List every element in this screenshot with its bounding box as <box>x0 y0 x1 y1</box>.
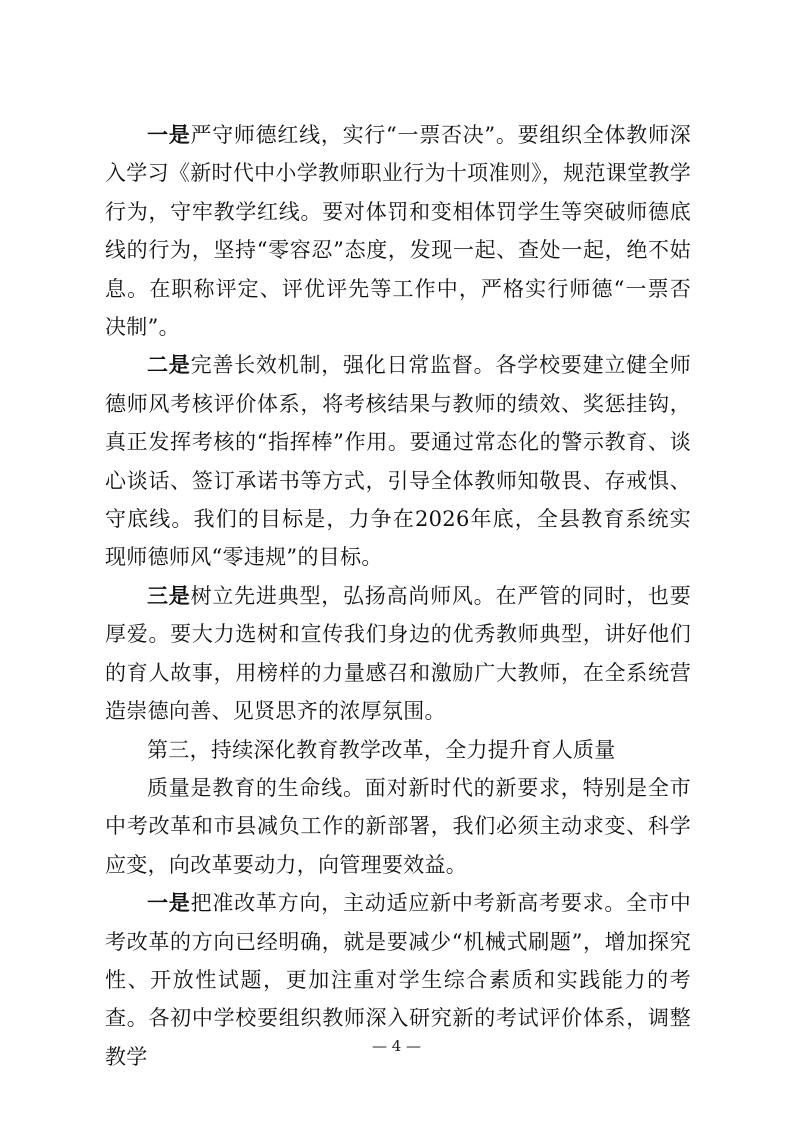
paragraph-text: 严守师德红线，实行“一票否决”。要组织全体教师深入学习《新时代中小学教师职业行为十项准则》，规范课堂教学行为，守牢教学红线。要对体罚和变相体罚学生等突破师德底线的行为，坚持“零容忍”态度，发现一起、查处一起，绝不姑息。在职称评定、评优评先等工作中，严格实行师德“一票否决制”。 <box>105 123 691 340</box>
paragraph-quality-lifeline <box>105 769 691 884</box>
paragraph-text: 把准改革方向，主动适应新中考新高考要求。全市中考改革的方向已经明确，就是要减少“机械式刷题”，增加探究性、开放性试题，更加注重对学生综合素质和实践能力的考查。各初中学校要组织教师深入研究新的考试评价体系，调整教学 <box>105 891 691 1069</box>
section-heading-third <box>105 731 691 769</box>
paragraph-lead: 一是 <box>147 122 191 147</box>
paragraph-advanced-models <box>105 577 691 731</box>
paragraph-text: 完善长效机制，强化日常监督。各学校要建立健全师德师风考核评价体系，将考核结果与教师的绩效、奖惩挂钩，真正发挥考核的“指挥棒”作用。要通过常态化的警示教育、谈心谈话、签订承诺书等方式，引导全体教师知敬畏、存戒惧、守底线。我们的目标是，力争在2026年底，全县教育系统实现师德师风“零违规”的目标。 <box>105 353 691 570</box>
paragraph-lead: 二是 <box>147 352 191 378</box>
page-number: — 4 — <box>371 1037 422 1055</box>
paragraph-text: 质量是教育的生命线。面对新时代的新要求，特别是全市中考改革和市县减负工作的新部署，我们必须主动求变、科学应变，向改革要动力，向管理要效益。 <box>105 775 691 877</box>
paragraph-strict-ethics <box>105 116 691 346</box>
paragraph-lead: 一是 <box>147 890 191 916</box>
heading-text: 第三，持续深化教育教学改革，全力提升育人质量 <box>147 737 616 762</box>
paragraph-text: 树立先进典型，弘扬高尚师风。在严管的同时，也要厚爱。要大力选树和宣传我们身边的优秀教师典型，讲好他们的育人故事，用榜样的力量感召和激励广大教师，在全系统营造崇德向善、见贤思齐的浓厚氛围。 <box>105 583 691 724</box>
paragraph-lead: 三是 <box>147 582 191 608</box>
document-body <box>105 116 691 1076</box>
paragraph-long-term-mechanism <box>105 346 691 576</box>
